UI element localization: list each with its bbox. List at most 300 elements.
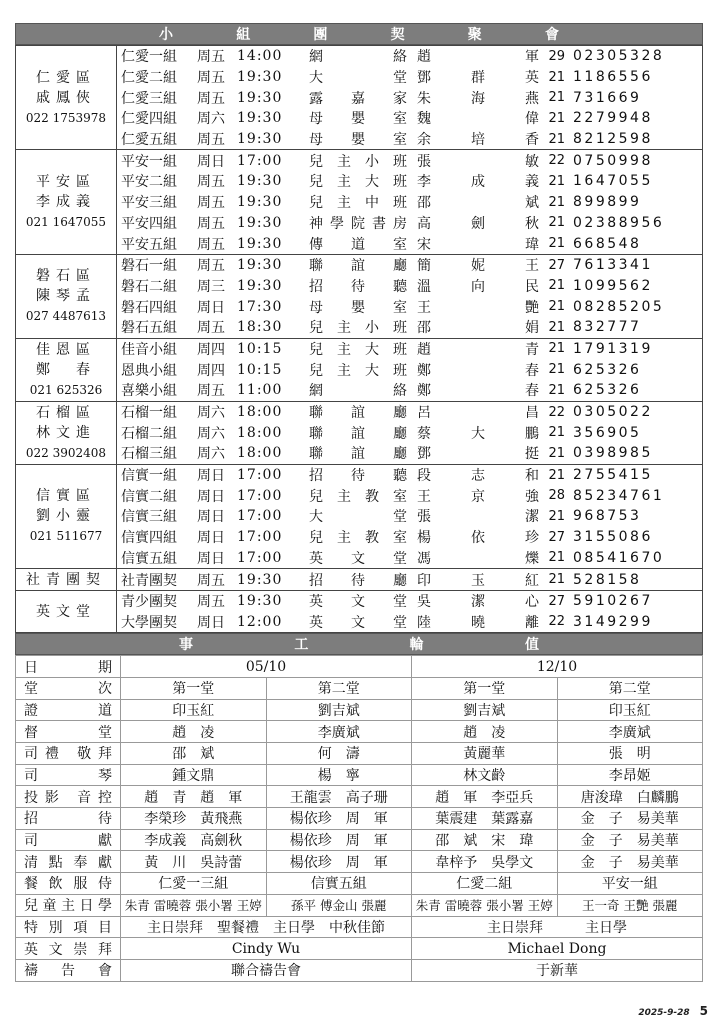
duty-cell: 邵 斌 (121, 743, 267, 765)
group-name: 平安二組 (121, 174, 177, 191)
duty-row (16, 721, 703, 743)
group-location: 聯誼廳 (309, 405, 407, 422)
group-leader: 高劍秋 (417, 215, 539, 232)
group-day: 周日 (197, 299, 225, 316)
duty-cell: 第一堂 (412, 677, 558, 699)
group-day: 周五 (197, 49, 225, 66)
group-area-code: 22 (548, 153, 565, 169)
group-location: 兒主教室 (309, 488, 407, 505)
group-area-code: 21 (548, 173, 565, 189)
duty-row (16, 786, 703, 808)
duty-cell: 金 子 易美華 (557, 829, 703, 851)
duty-cell: 朱青 雷曉蓉 張小署 王婷 (412, 894, 558, 916)
group-location: 兒主小班 (309, 320, 407, 337)
district-phone: 021 625326 (29, 382, 103, 397)
group-leader: 邵 斌 (417, 195, 539, 212)
duty-cell: 林文齡 (412, 764, 558, 786)
group-day: 周三 (197, 278, 225, 295)
district-cell (16, 569, 117, 591)
bulletin-page (15, 23, 703, 982)
group-row (117, 150, 702, 171)
duty-cell: 楊依珍 周 軍 (266, 851, 412, 873)
duty-cell: 李廣斌 (266, 721, 412, 743)
district-row (16, 254, 703, 338)
duty-row (16, 894, 703, 916)
group-phone: 0750998 (573, 152, 653, 169)
group-location: 母嬰室 (309, 299, 407, 316)
group-day: 周日 (197, 530, 225, 547)
duty-cell: 第二堂 (266, 677, 412, 699)
group-time: 19:30 (237, 194, 283, 211)
district-name: 社青團契 (26, 571, 106, 588)
groups-header (15, 23, 703, 45)
duty-label: 餐飲服侍 (16, 873, 121, 895)
group-name: 仁愛三組 (121, 90, 177, 107)
group-phone: 8212598 (573, 131, 653, 148)
group-area-code: 22 (548, 404, 565, 420)
district-row (16, 338, 703, 401)
group-time: 19:30 (237, 173, 283, 190)
duty-cell: 趙 青 趙 軍 (121, 786, 267, 808)
duty-cell: 印玉紅 (121, 699, 267, 721)
group-row (117, 485, 702, 506)
group-location: 大 堂 (309, 70, 407, 87)
group-time: 14:00 (237, 48, 283, 65)
group-area-code: 21 (548, 299, 565, 315)
group-name: 大學團契 (121, 614, 177, 631)
group-row (117, 506, 702, 527)
groups-title-char: 聚 (467, 27, 482, 43)
duty-cell: 楊依珍 周 軍 (266, 829, 412, 851)
group-location: 招待廳 (309, 572, 407, 589)
group-list (117, 590, 703, 632)
duty-cell: 楊依珍 周 軍 (266, 808, 412, 830)
group-time: 19:30 (237, 214, 283, 231)
group-time: 19:30 (237, 235, 283, 252)
group-row (117, 255, 702, 276)
duty-cell: 鍾文鼎 (121, 764, 267, 786)
group-location: 神學院書房 (309, 215, 407, 232)
groups-title-char: 小 (159, 27, 173, 43)
district-cell (16, 254, 117, 338)
group-phone: 2755415 (573, 467, 653, 484)
group-area-code: 21 (548, 445, 565, 461)
group-leader: 宋 瑋 (417, 236, 539, 253)
group-time: 17:00 (237, 529, 283, 546)
group-time: 18:00 (237, 424, 283, 441)
group-day: 周五 (197, 174, 225, 191)
group-name: 社青團契 (121, 572, 177, 589)
group-row (117, 108, 702, 129)
group-phone: 1186556 (573, 69, 653, 86)
duty-cell: 趙 凌 (412, 721, 558, 743)
groups-title-char: 團 (313, 27, 328, 43)
group-phone: 1791319 (573, 340, 653, 357)
group-day: 周日 (197, 509, 225, 526)
district-leader: 鄭 春 (36, 361, 96, 378)
group-day: 周五 (197, 195, 225, 212)
group-name: 信實五組 (121, 550, 177, 567)
group-name: 磐石五組 (121, 320, 177, 337)
district-leader: 李成義 (36, 194, 96, 211)
district-row (16, 150, 703, 254)
group-location: 母嬰室 (309, 111, 407, 128)
district-cell (16, 464, 117, 568)
district-row (16, 590, 703, 632)
duty-row (16, 764, 703, 786)
group-row (117, 192, 702, 213)
group-day: 周四 (197, 341, 225, 358)
group-day: 周四 (197, 362, 225, 379)
group-time: 17:00 (237, 487, 283, 504)
group-row (117, 296, 702, 317)
district-name: 石榴區 (36, 404, 96, 421)
group-row (117, 87, 702, 108)
group-location: 兒主大班 (309, 362, 407, 379)
duty-cell: 黃麗華 (412, 743, 558, 765)
group-area-code: 21 (548, 319, 565, 335)
group-leader: 趙 青 (417, 341, 539, 358)
duty-cell: 唐浚瑋 白麟鵬 (557, 786, 703, 808)
duty-cell: 朱青 雷曉蓉 張小署 王婷 (121, 894, 267, 916)
duty-cell: 金 子 易美華 (557, 808, 703, 830)
footer (638, 1004, 708, 1018)
group-day: 周五 (197, 90, 225, 107)
duty-label: 證道 (16, 699, 121, 721)
duty-label: 司禮 敬拜 (16, 743, 121, 765)
group-phone: 5910267 (573, 593, 653, 610)
group-phone: 899899 (573, 194, 642, 211)
group-location: 英文堂 (309, 594, 407, 611)
group-phone: 625326 (573, 382, 642, 399)
group-name: 磐石一組 (121, 258, 177, 275)
duty-row (16, 808, 703, 830)
duty-row (16, 873, 703, 895)
duty-label: 督堂 (16, 721, 121, 743)
group-list (117, 401, 703, 464)
group-area-code: 21 (548, 131, 565, 147)
footer-date: 2025-9-28 (638, 1008, 690, 1018)
duty-cell: 韋梓予 吳學文 (412, 851, 558, 873)
groups-title-char: 會 (544, 27, 559, 43)
group-leader: 趙 軍 (417, 49, 539, 66)
district-row (16, 569, 703, 591)
group-name: 信實一組 (121, 468, 177, 485)
group-day: 周五 (197, 258, 225, 275)
group-area-code: 21 (548, 382, 565, 398)
group-area-code: 21 (548, 90, 565, 106)
group-leader: 簡妮王 (417, 258, 539, 275)
group-leader: 魏 偉 (417, 111, 539, 128)
group-day: 周五 (197, 383, 225, 400)
group-location: 兒主小班 (309, 153, 407, 170)
duty-cell: 聯合禱告會 (121, 959, 412, 981)
group-name: 信實四組 (121, 530, 177, 547)
group-name: 石榴三組 (121, 446, 177, 463)
group-leader: 段志和 (417, 468, 539, 485)
duty-row (16, 916, 703, 938)
group-name: 喜樂小組 (121, 383, 177, 400)
duty-label: 禱告會 (16, 959, 121, 981)
group-day: 周五 (197, 70, 225, 87)
group-name: 信實三組 (121, 509, 177, 526)
group-phone: 625326 (573, 361, 642, 378)
group-location: 招待聽 (309, 468, 407, 485)
duty-row (16, 959, 703, 981)
duty-cell: 趙 凌 (121, 721, 267, 743)
group-leader: 李成義 (417, 174, 539, 191)
group-list (117, 254, 703, 338)
group-phone: 1099562 (573, 277, 653, 294)
duty-label: 堂次 (16, 677, 121, 699)
group-day: 周日 (197, 468, 225, 485)
duty-cell: 劉吉斌 (266, 699, 412, 721)
group-leader: 王京強 (417, 488, 539, 505)
duty-cell: 李昂姬 (557, 764, 703, 786)
group-time: 17:00 (237, 508, 283, 525)
group-phone: 0305022 (573, 404, 653, 421)
group-area-code: 21 (548, 425, 565, 441)
duty-label: 特別項目 (16, 916, 121, 938)
groups-title-char: 組 (236, 27, 251, 43)
district-phone: 022 3902408 (25, 445, 107, 460)
group-day: 周五 (197, 594, 225, 611)
duty-cell: 劉吉斌 (412, 699, 558, 721)
group-row (117, 402, 702, 423)
district-leader: 戚鳳俠 (36, 89, 96, 106)
group-time: 17:00 (237, 152, 283, 169)
group-name: 平安五組 (121, 236, 177, 253)
group-row (117, 591, 702, 612)
group-leader: 印玉紅 (417, 572, 539, 589)
group-row (117, 213, 702, 234)
group-phone: 968753 (573, 508, 642, 525)
group-phone: 02305328 (573, 48, 665, 65)
duty-cell: 黃 川 吳詩蕾 (121, 851, 267, 873)
group-time: 18:00 (237, 404, 283, 421)
duty-date: 12/10 (412, 656, 703, 678)
group-name: 恩典小組 (121, 362, 177, 379)
group-time: 11:00 (237, 382, 283, 399)
district-name: 磐石區 (36, 268, 96, 285)
group-leader: 王 艷 (417, 299, 539, 316)
group-time: 12:00 (237, 613, 283, 630)
group-phone: 356905 (573, 424, 642, 441)
group-phone: 08285205 (573, 298, 665, 315)
group-name: 信實二組 (121, 488, 177, 505)
group-row (117, 443, 702, 464)
group-phone: 85234761 (573, 487, 665, 504)
district-leader: 林文進 (36, 424, 96, 441)
group-phone: 668548 (573, 235, 642, 252)
duty-label: 司獻 (16, 829, 121, 851)
group-area-code: 21 (548, 194, 565, 210)
group-location: 大 堂 (309, 509, 407, 526)
group-row (117, 171, 702, 192)
group-day: 周六 (197, 405, 225, 422)
group-location: 招待聽 (309, 278, 407, 295)
group-day: 周五 (197, 320, 225, 337)
group-list (117, 46, 703, 150)
duty-cell: 于新華 (412, 959, 703, 981)
group-day: 周五 (197, 215, 225, 232)
group-area-code: 28 (548, 488, 565, 504)
group-leader: 呂 昌 (417, 405, 539, 422)
duty-label: 英文崇拜 (16, 938, 121, 960)
duty-label: 日期 (16, 656, 121, 678)
group-row (117, 569, 702, 590)
group-location: 兒主大班 (309, 174, 407, 191)
group-location: 英文堂 (309, 550, 407, 567)
group-leader: 蔡大鵬 (417, 425, 539, 442)
duty-cell: 仁愛一三組 (121, 873, 267, 895)
district-phone: 027 4487613 (25, 309, 107, 324)
group-location: 聯誼廳 (309, 446, 407, 463)
group-name: 平安三組 (121, 195, 177, 212)
group-time: 19:30 (237, 571, 283, 588)
group-name: 石榴一組 (121, 405, 177, 422)
district-cell (16, 338, 117, 401)
district-name: 英文堂 (36, 603, 96, 620)
group-location: 母嬰室 (309, 132, 407, 149)
group-day: 周日 (197, 153, 225, 170)
district-name: 仁愛區 (36, 69, 96, 86)
district-phone: 021 511677 (29, 529, 103, 544)
district-name: 平安區 (36, 174, 96, 191)
group-row (117, 317, 702, 338)
district-cell (16, 590, 117, 632)
group-row (117, 465, 702, 486)
group-location: 網 絡 (309, 49, 407, 66)
group-area-code: 21 (548, 341, 565, 357)
group-area-code: 21 (548, 508, 565, 524)
group-list (117, 464, 703, 568)
district-name: 信實區 (36, 488, 96, 505)
duty-cell: 邵 斌 宋 瑋 (412, 829, 558, 851)
group-leader: 張 潔 (417, 509, 539, 526)
group-name: 青少團契 (121, 594, 177, 611)
group-area-code: 27 (548, 529, 565, 545)
group-leader: 吳潔心 (417, 594, 539, 611)
group-area-code: 21 (548, 467, 565, 483)
group-row (117, 527, 702, 548)
group-leader: 鄭 春 (417, 383, 539, 400)
group-area-code: 21 (548, 550, 565, 566)
group-time: 19:30 (237, 277, 283, 294)
district-leader: 劉小靈 (36, 508, 96, 525)
group-name: 平安一組 (121, 153, 177, 170)
duty-table (15, 655, 703, 981)
group-day: 周五 (197, 236, 225, 253)
group-leader: 朱海燕 (417, 90, 539, 107)
duty-cell: 王龍雲 高子珊 (266, 786, 412, 808)
group-row (117, 339, 702, 360)
duty-title-char: 輪 (409, 637, 424, 654)
group-area-code: 22 (548, 614, 565, 630)
group-time: 18:30 (237, 319, 283, 336)
group-row (117, 380, 702, 401)
groups-title-char: 契 (390, 27, 405, 43)
group-day: 周五 (197, 132, 225, 149)
district-row (16, 401, 703, 464)
group-area-code: 21 (548, 362, 565, 378)
duty-header (15, 633, 703, 655)
group-row (117, 422, 702, 443)
group-leader: 鄧 挺 (417, 446, 539, 463)
district-cell (16, 401, 117, 464)
group-area-code: 21 (548, 215, 565, 231)
duty-cell: 孫平 傅金山 張麗 (266, 894, 412, 916)
group-location: 網 絡 (309, 383, 407, 400)
duty-cell: 第二堂 (557, 677, 703, 699)
duty-title-char: 工 (294, 637, 309, 654)
group-leader: 鄧群英 (417, 70, 539, 87)
group-list (117, 569, 703, 591)
group-name: 石榴二組 (121, 425, 177, 442)
group-area-code: 21 (548, 69, 565, 85)
duty-cell: 信實五組 (266, 873, 412, 895)
group-time: 10:15 (237, 340, 283, 357)
duty-cell: 王一奇 王艷 張麗 (557, 894, 703, 916)
group-time: 19:30 (237, 131, 283, 148)
group-time: 17:00 (237, 549, 283, 566)
group-time: 19:30 (237, 110, 283, 127)
district-cell (16, 150, 117, 254)
group-location: 聯誼廳 (309, 258, 407, 275)
duty-cell: 金 子 易美華 (557, 851, 703, 873)
group-time: 19:30 (237, 593, 283, 610)
group-name: 磐石二組 (121, 278, 177, 295)
group-phone: 832777 (573, 319, 642, 336)
duty-row (16, 829, 703, 851)
group-location: 兒主教室 (309, 530, 407, 547)
duty-cell: 仁愛二組 (412, 873, 558, 895)
group-leader: 余培香 (417, 132, 539, 149)
group-time: 19:30 (237, 89, 283, 106)
group-day: 周五 (197, 572, 225, 589)
group-location: 露嘉家 (309, 90, 407, 107)
group-phone: 08541670 (573, 549, 665, 566)
duty-cell: 張 明 (557, 743, 703, 765)
group-leader: 陸曉離 (417, 614, 539, 631)
district-phone: 022 1753978 (25, 110, 107, 125)
group-leader: 溫向民 (417, 278, 539, 295)
duty-cell: 何 濤 (266, 743, 412, 765)
group-phone: 731669 (573, 89, 642, 106)
group-leader: 張 敏 (417, 153, 539, 170)
group-phone: 7613341 (573, 257, 653, 274)
district-row (16, 46, 703, 150)
group-row (117, 548, 702, 569)
group-time: 19:30 (237, 69, 283, 86)
duty-date: 05/10 (121, 656, 412, 678)
group-area-code: 21 (548, 110, 565, 126)
group-area-code: 21 (548, 278, 565, 294)
duty-label: 兒童主日學 (16, 894, 121, 916)
group-leader: 鄭 春 (417, 362, 539, 379)
group-row (117, 276, 702, 297)
duty-row (16, 743, 703, 765)
duty-label: 招待 (16, 808, 121, 830)
group-phone: 1647055 (573, 173, 653, 190)
group-row (117, 359, 702, 380)
group-location: 英文堂 (309, 614, 407, 631)
duty-cell: 趙 軍 李亞兵 (412, 786, 558, 808)
duty-cell: 第一堂 (121, 677, 267, 699)
group-name: 仁愛一組 (121, 49, 177, 66)
duty-cell: 主日崇拜 主日學 (412, 916, 703, 938)
group-row (117, 129, 702, 150)
